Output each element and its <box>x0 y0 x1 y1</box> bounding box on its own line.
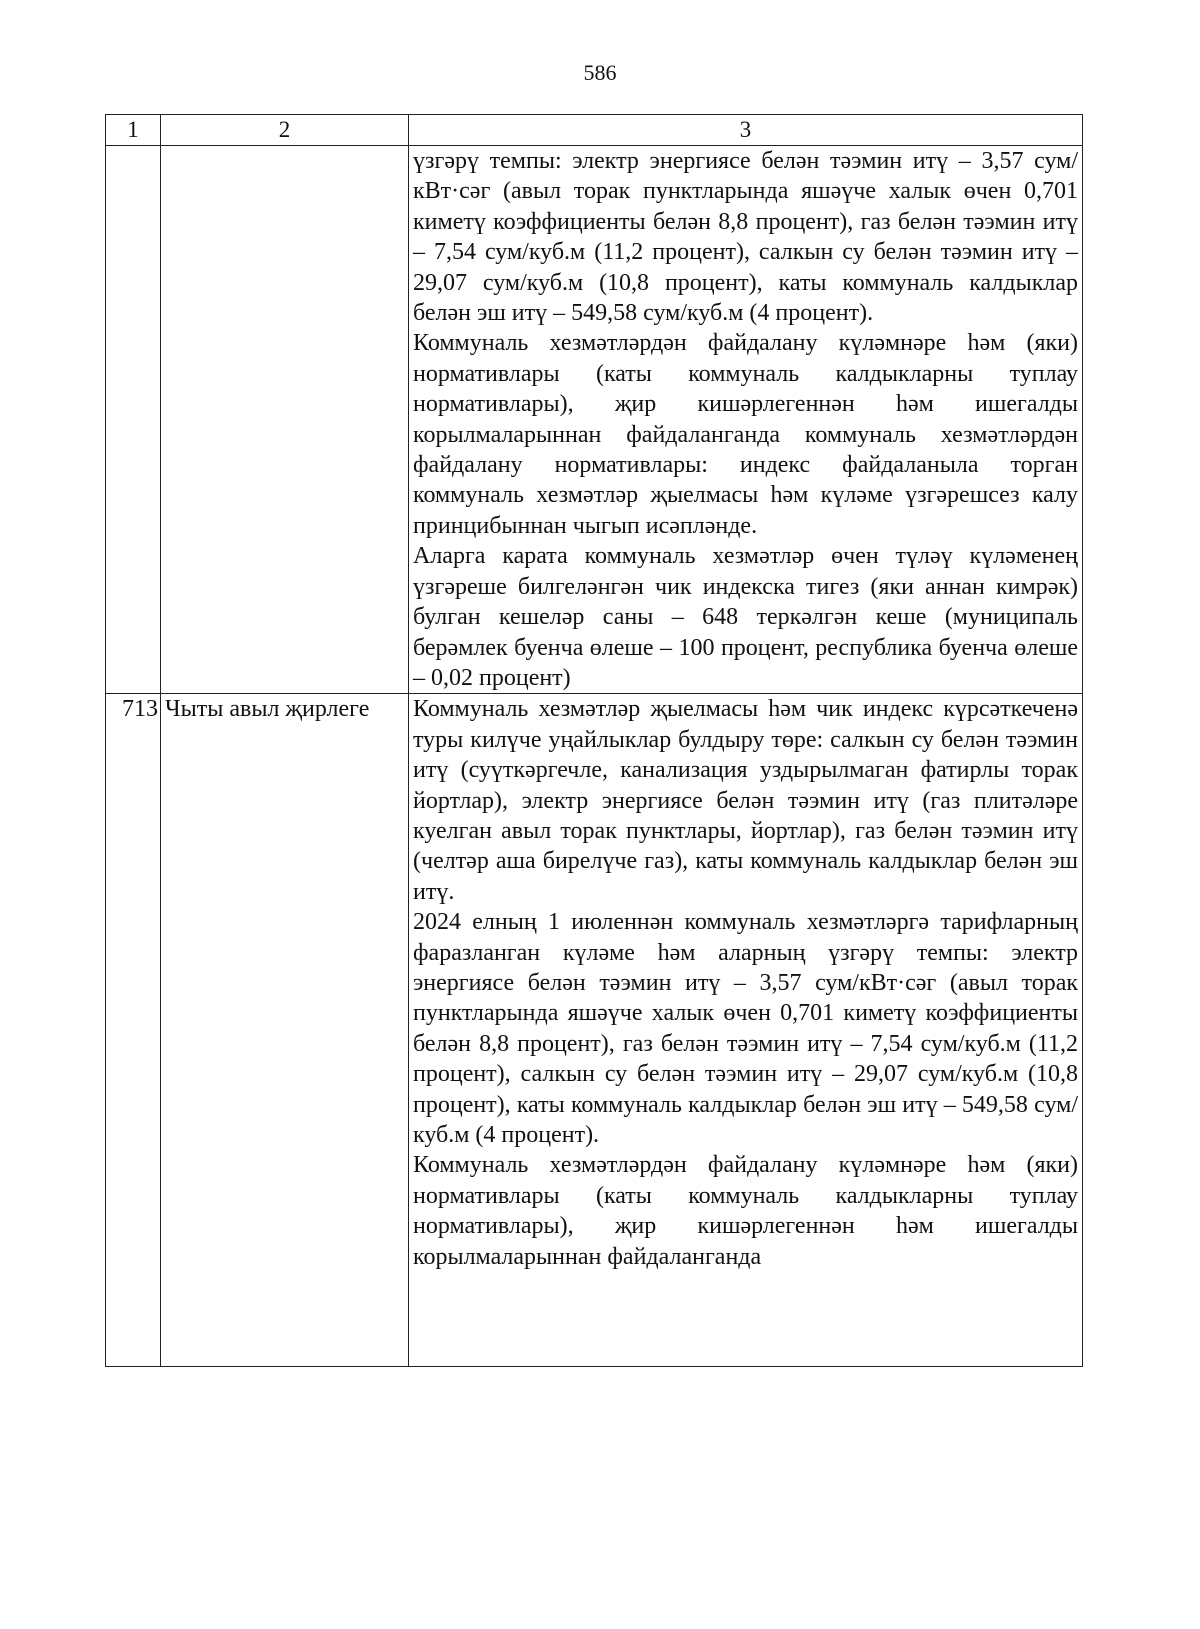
header-col-2: 2 <box>161 115 409 146</box>
table-row <box>106 146 1083 694</box>
row-description <box>409 146 1083 694</box>
settlement-name: Чыты авыл җирлеге <box>161 694 409 1367</box>
description-paragraph: үзгәрү темпы: электр энергиясе белән тәэмин итү – 3,57 сум/кВт·сәг (авыл торак пунктларында яшәүче халык өчен 0,701 киметү коэффициенты белән 8,8 процент), газ белән тәэмин итү – 7,54 сум/куб.м (11,2 процент), салкын су белән тәэмин итү – 29,07 сум/куб.м (10,8 процент), каты коммуналь калдыклар белән эш итү – 549,58 сум/куб.м (4 процент). <box>413 148 1078 327</box>
header-col-3: 3 <box>409 115 1083 146</box>
description-paragraph: Коммуналь хезмәтләрдән файдалану күләмнәре һәм (яки) нормативлары (каты коммуналь калдыкларны туплау нормативлары), җир кишәрлегеннән һәм ишегалды корылмаларыннан файдаланганда коммуналь хезмәтләрдән файдалану нормативлары: индекс файдаланыла торган коммуналь хезмәтләр җыелмасы һәм күләме үзгәрешсез калу принцибыннан чыгып исәпләнде. <box>413 330 1078 539</box>
municipality-table <box>105 114 1083 1367</box>
header-col-1: 1 <box>106 115 161 146</box>
description-paragraph: Коммуналь хезмәтләр җыелмасы һәм чик индекс күрсәткеченә туры килүче уңайлыклар булдыру төре: салкын су белән тәэмин итү (суүткәргечле, канализация уздырылмаган фатирлы торак йортлар), электр энергиясе белән тәэмин итү (газ плитәләре куелган авыл торак пунктлары, йортлар), газ белән тәэмин итү (челтәр аша бирелүче газ), каты коммуналь калдыклар белән эш итү. <box>413 696 1078 905</box>
page-number: 586 <box>583 60 617 85</box>
description-paragraph: Аларга карата коммуналь хезмәтләр өчен түләү күләменең үзгәреше билгеләнгән чик индекска тигез (яки аннан кимрәк) булган кешеләр саны – 648 теркәлгән кеше (муниципаль берәмлек буенча өлеше – 100 процент, республика буенча өлеше – 0,02 процент) <box>413 543 1078 691</box>
table-row <box>106 694 1083 1367</box>
row-description <box>409 694 1083 1367</box>
table-header-row <box>106 115 1083 146</box>
description-paragraph: 2024 елның 1 июленнән коммуналь хезмәтләргә тарифларның фаразланган күләме һәм аларның үзгәрү темпы: электр энергиясе белән тәэмин итү – 3,57 сум/кВт·сәг (авыл торак пунктларында яшәүче халык өчен 0,701 киметү коэффициенты белән 8,8 процент), газ белән тәэмин итү – 7,54 сум/куб.м (11,2 процент), салкын су белән тәэмин итү – 29,07 сум/куб.м (10,8 процент), каты коммуналь калдыклар белән эш итү – 549,58 сум/куб.м (4 процент). <box>413 909 1078 1148</box>
description-paragraph: Коммуналь хезмәтләрдән файдалану күләмнәре һәм (яки) нормативлары (каты коммуналь калдыкларны туплау нормативлары), җир кишәрлегеннән һәм ишегалды корылмаларыннан файдаланганда <box>413 1152 1078 1270</box>
row-number <box>106 146 161 694</box>
settlement-name <box>161 146 409 694</box>
row-number: 713 <box>106 694 161 1367</box>
